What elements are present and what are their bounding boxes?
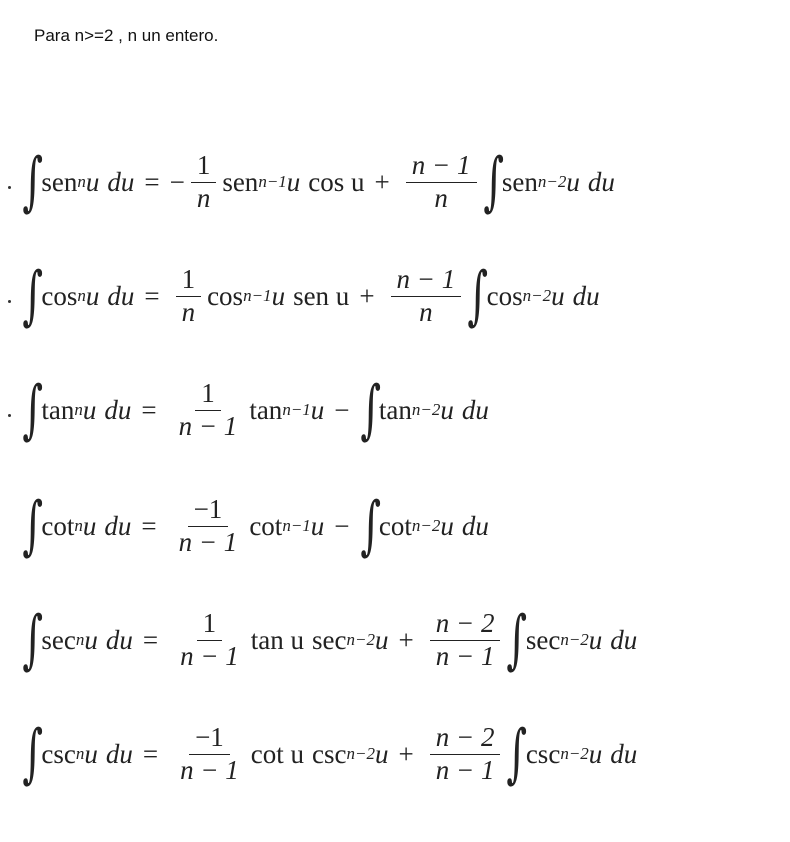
integral-sign: ∫ [506,717,528,791]
lhs-differential: du [105,624,133,655]
term-power: n−1 [258,172,287,191]
equals-sign: = [144,280,160,311]
term-fn: cos [207,280,244,311]
rhs-power: n−2 [560,630,589,649]
rhs-differential: du [587,166,615,197]
coef-fraction [176,264,202,327]
term-var: u [271,280,286,311]
rhs-power: n−2 [522,286,552,305]
coef-den: n − 1 [178,410,238,441]
rhs-var: u [588,738,603,769]
coef2-den: n − 1 [435,754,495,785]
coef2-num: n − 2 [430,608,501,640]
rhs-var: u [440,394,454,425]
term-power: n−1 [243,286,272,305]
integral-sign: ∫ [482,145,504,219]
term-fn: tan [249,394,283,425]
term-power: n−2 [346,744,376,763]
lhs-power: n [77,286,86,305]
coef-num: 1 [176,264,202,296]
integral-sign: ∫ [22,603,44,677]
term-var: u [286,166,301,197]
lhs-fn: sen [41,166,78,197]
term-var: u [310,510,325,541]
bullet-dot [8,414,11,417]
rhs-fn: sec [525,624,561,655]
lhs-var: u [85,166,100,197]
coef2-num: n − 2 [430,722,501,754]
coef2-den: n [434,182,448,213]
formula-sen [22,145,615,219]
operator: + [359,280,375,311]
term-fn: cot [249,510,283,541]
coef-den: n [196,182,211,213]
term-var: u [375,624,389,655]
term-var: u [375,738,389,769]
operator: − [334,510,350,541]
term-pre: tan u [250,624,305,655]
lhs-power: n [74,400,83,419]
operator: + [374,166,390,197]
rhs-var: u [588,624,603,655]
term-power: n−2 [346,630,376,649]
lhs-power: n [74,516,83,535]
rhs-differential: du [461,394,489,425]
rhs-differential: du [610,738,638,769]
integral-sign: ∫ [22,373,44,447]
rhs-differential: du [461,510,489,541]
formula-cos [22,259,600,333]
term-fn: sec [312,624,347,655]
lhs-power: n [75,630,85,649]
lhs-var: u [82,394,97,425]
lhs-fn: sec [41,624,76,655]
lhs-var: u [82,510,97,541]
integral-sign: ∫ [467,259,489,333]
coef2-fraction [430,722,501,785]
lhs-differential: du [105,738,133,769]
term-power: n−1 [282,400,311,419]
equals-sign: = [142,738,159,769]
coef-den: n − 1 [180,754,239,785]
lhs-differential: du [104,510,132,541]
coef2-num: n − 1 [391,264,462,296]
lhs-differential: du [107,166,135,197]
rhs-power: n−2 [411,516,441,535]
formula-cot [22,489,489,563]
bullet-dot [8,300,11,303]
integral-sign: ∫ [506,603,528,677]
integral-sign: ∫ [22,489,44,563]
formula-tan [22,373,489,447]
operator: + [398,624,414,655]
lhs-var: u [85,280,100,311]
rhs-power: n−2 [537,172,567,191]
coef2-fraction [391,264,462,327]
lhs-var: u [84,624,98,655]
lhs-fn: cos [41,280,78,311]
term-tail: sen u [293,280,350,311]
coef-fraction [174,722,245,785]
coef-fraction [173,494,244,557]
operator: + [398,738,414,769]
rhs-fn: cot [378,510,412,541]
coef-num: −1 [189,722,230,754]
formula-csc [22,717,638,791]
equals-sign: = [142,624,159,655]
coef-num: 1 [191,150,217,182]
integral-sign: ∫ [22,259,44,333]
coef-den: n [181,296,196,327]
integral-sign: ∫ [359,489,381,563]
rhs-fn: tan [378,394,412,425]
coef2-fraction [430,608,501,671]
coef-num: 1 [197,608,223,640]
term-fn: csc [312,738,347,769]
rhs-fn: sen [501,166,538,197]
lhs-power: n [75,744,85,763]
term-pre: cot u [250,738,305,769]
rhs-fn: csc [525,738,561,769]
rhs-power: n−2 [560,744,589,763]
formula-sec [22,603,638,677]
coef-den: n − 1 [180,640,239,671]
coef-num: −1 [188,494,229,526]
integral-sign: ∫ [359,373,381,447]
intro-text: Para n>=2 , n un entero. [34,26,219,45]
coef2-num: n − 1 [406,150,477,182]
rhs-differential: du [610,624,638,655]
rhs-var: u [566,166,580,197]
lhs-differential: du [107,280,135,311]
rhs-var: u [551,280,565,311]
lhs-var: u [84,738,98,769]
operator: − [334,394,350,425]
term-var: u [310,394,325,425]
equals-sign: = [141,510,157,541]
lhs-power: n [77,172,86,191]
lhs-fn: csc [41,738,76,769]
coef2-den: n − 1 [435,640,495,671]
term-fn: sen [222,166,259,197]
rhs-var: u [440,510,454,541]
term-tail: cos u [308,166,365,197]
coef-sign: − [169,166,185,197]
coef-num: 1 [195,378,221,410]
coef-fraction [173,378,244,441]
bullet-dot [8,186,11,189]
coef-fraction [191,150,217,213]
term-power: n−1 [282,516,311,535]
coef2-den: n [419,296,433,327]
equals-sign: = [144,166,160,197]
coef-fraction [174,608,245,671]
lhs-fn: cot [41,510,75,541]
coef-den: n − 1 [178,526,238,557]
rhs-power: n−2 [411,400,441,419]
rhs-differential: du [572,280,600,311]
integral-sign: ∫ [22,717,44,791]
equals-sign: = [141,394,157,425]
rhs-fn: cos [486,280,523,311]
integral-sign: ∫ [22,145,44,219]
lhs-fn: tan [41,394,75,425]
coef2-fraction [406,150,477,213]
lhs-differential: du [104,394,132,425]
